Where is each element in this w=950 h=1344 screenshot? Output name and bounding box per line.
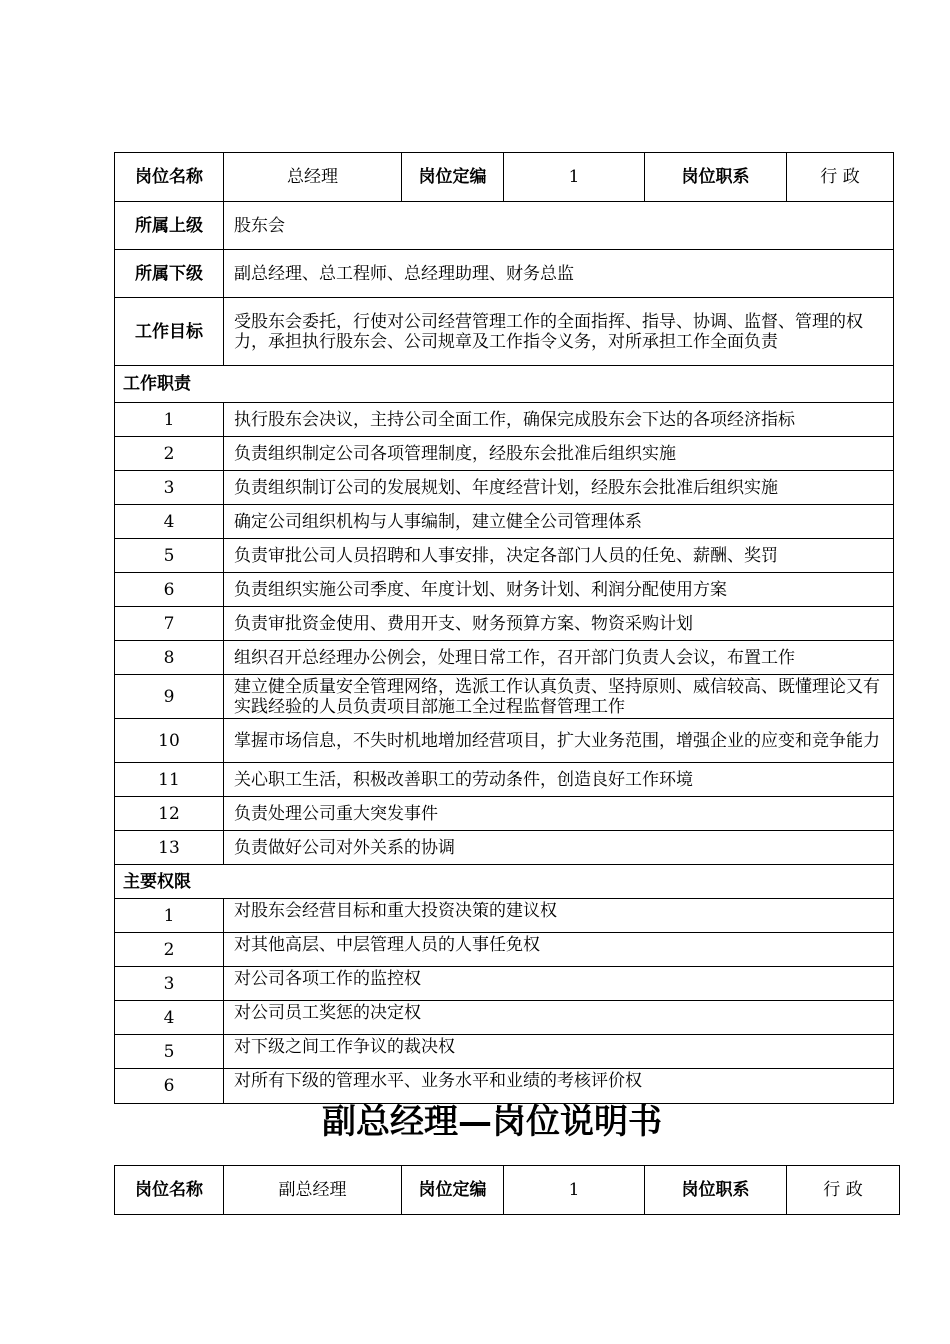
- duty-number: 12: [115, 797, 224, 831]
- authority-text: 对股东会经营目标和重大投资决策的建议权: [224, 899, 894, 933]
- authority-row: [115, 1001, 894, 1035]
- subordinate-row: [115, 250, 894, 298]
- authority-number: 4: [115, 1001, 224, 1035]
- authority-section-row: [115, 865, 894, 899]
- duty-row: [115, 675, 894, 719]
- authority-text: 对公司各项工作的监控权: [224, 967, 894, 1001]
- job-description-table-2: [114, 1165, 900, 1215]
- authority-text: 对其他高层、中层管理人员的人事任免权: [224, 933, 894, 967]
- authority-number: 3: [115, 967, 224, 1001]
- duty-number: 7: [115, 607, 224, 641]
- authority-number: 1: [115, 899, 224, 933]
- header-row: [115, 153, 894, 202]
- duty-row: [115, 831, 894, 865]
- post-series-value: 行 政: [787, 1166, 900, 1215]
- duties-section-title: 工作职责: [115, 366, 894, 403]
- subordinate-value: 副总经理、总工程师、总经理助理、财务总监: [224, 250, 894, 298]
- duty-row: [115, 719, 894, 763]
- subordinate-label: 所属下级: [115, 250, 224, 298]
- superior-row: [115, 202, 894, 250]
- goal-row: [115, 298, 894, 366]
- duty-row: [115, 573, 894, 607]
- superior-label: 所属上级: [115, 202, 224, 250]
- duty-row: [115, 797, 894, 831]
- authority-row: [115, 933, 894, 967]
- goal-label: 工作目标: [115, 298, 224, 366]
- authority-number: 6: [115, 1069, 224, 1104]
- goal-value: 受股东会委托，行使对公司经营管理工作的全面指挥、指导、协调、监督、管理的权力，承担执行股东会、公司规章及工作指令义务，对所承担工作全面负责: [224, 298, 894, 366]
- post-series-label: 岗位职系: [645, 1166, 787, 1215]
- authority-text: 对所有下级的管理水平、业务水平和业绩的考核评价权: [224, 1069, 894, 1104]
- duty-text: 负责处理公司重大突发事件: [224, 797, 894, 831]
- duty-row: [115, 607, 894, 641]
- duty-number: 11: [115, 763, 224, 797]
- duty-row: [115, 641, 894, 675]
- duty-number: 5: [115, 539, 224, 573]
- header-row: [115, 1166, 900, 1215]
- authority-text: 对下级之间工作争议的裁决权: [224, 1035, 894, 1069]
- authority-row: [115, 1069, 894, 1104]
- authority-number: 5: [115, 1035, 224, 1069]
- duty-text: 负责组织制订公司的发展规划、年度经营计划，经股东会批准后组织实施: [224, 471, 894, 505]
- post-quota-label: 岗位定编: [402, 153, 504, 202]
- duty-number: 10: [115, 719, 224, 763]
- authority-row: [115, 967, 894, 1001]
- duty-text: 负责组织制定公司各项管理制度，经股东会批准后组织实施: [224, 437, 894, 471]
- duty-text: 负责组织实施公司季度、年度计划、财务计划、利润分配使用方案: [224, 573, 894, 607]
- authority-row: [115, 1035, 894, 1069]
- duty-text: 组织召开总经理办公例会，处理日常工作，召开部门负责人会议，布置工作: [224, 641, 894, 675]
- duties-section-row: [115, 366, 894, 403]
- duty-number: 6: [115, 573, 224, 607]
- post-name-label: 岗位名称: [115, 1166, 224, 1215]
- duty-row: [115, 763, 894, 797]
- duty-number: 8: [115, 641, 224, 675]
- post-series-label: 岗位职系: [645, 153, 787, 202]
- duty-row: [115, 437, 894, 471]
- authority-row: [115, 899, 894, 933]
- duty-text: 执行股东会决议，主持公司全面工作，确保完成股东会下达的各项经济指标: [224, 403, 894, 437]
- post-name-value: 总经理: [224, 153, 402, 202]
- duty-number: 1: [115, 403, 224, 437]
- superior-value: 股东会: [224, 202, 894, 250]
- duty-number: 9: [115, 675, 224, 719]
- job-description-table: [114, 152, 894, 1104]
- duty-row: [115, 403, 894, 437]
- duty-text: 关心职工生活，积极改善职工的劳动条件，创造良好工作环境: [224, 763, 894, 797]
- duty-text: 负责审批公司人员招聘和人事安排，决定各部门人员的任免、薪酬、奖罚: [224, 539, 894, 573]
- duty-number: 13: [115, 831, 224, 865]
- duty-number: 3: [115, 471, 224, 505]
- duty-text: 负责做好公司对外关系的协调: [224, 831, 894, 865]
- post-name-value: 副总经理: [224, 1166, 402, 1215]
- duty-text: 确定公司组织机构与人事编制，建立健全公司管理体系: [224, 505, 894, 539]
- duty-number: 4: [115, 505, 224, 539]
- post-quota-label: 岗位定编: [402, 1166, 504, 1215]
- duty-row: [115, 471, 894, 505]
- duty-text: 负责审批资金使用、费用开支、财务预算方案、物资采购计划: [224, 607, 894, 641]
- post-quota-value: 1: [504, 1166, 645, 1215]
- duty-row: [115, 539, 894, 573]
- post-name-label: 岗位名称: [115, 153, 224, 202]
- authority-number: 2: [115, 933, 224, 967]
- authority-section-title: 主要权限: [115, 865, 894, 899]
- section2-heading: 副总经理—岗位说明书: [322, 1102, 662, 1142]
- duty-text: 建立健全质量安全管理网络，选派工作认真负责、坚持原则、威信较高、既懂理论又有实践经验的人员负责项目部施工全过程监督管理工作: [224, 675, 894, 719]
- duty-number: 2: [115, 437, 224, 471]
- duty-text: 掌握市场信息，不失时机地增加经营项目，扩大业务范围，增强企业的应变和竞争能力: [224, 719, 894, 763]
- duty-row: [115, 505, 894, 539]
- authority-text: 对公司员工奖惩的决定权: [224, 1001, 894, 1035]
- post-quota-value: 1: [504, 153, 645, 202]
- post-series-value: 行 政: [787, 153, 894, 202]
